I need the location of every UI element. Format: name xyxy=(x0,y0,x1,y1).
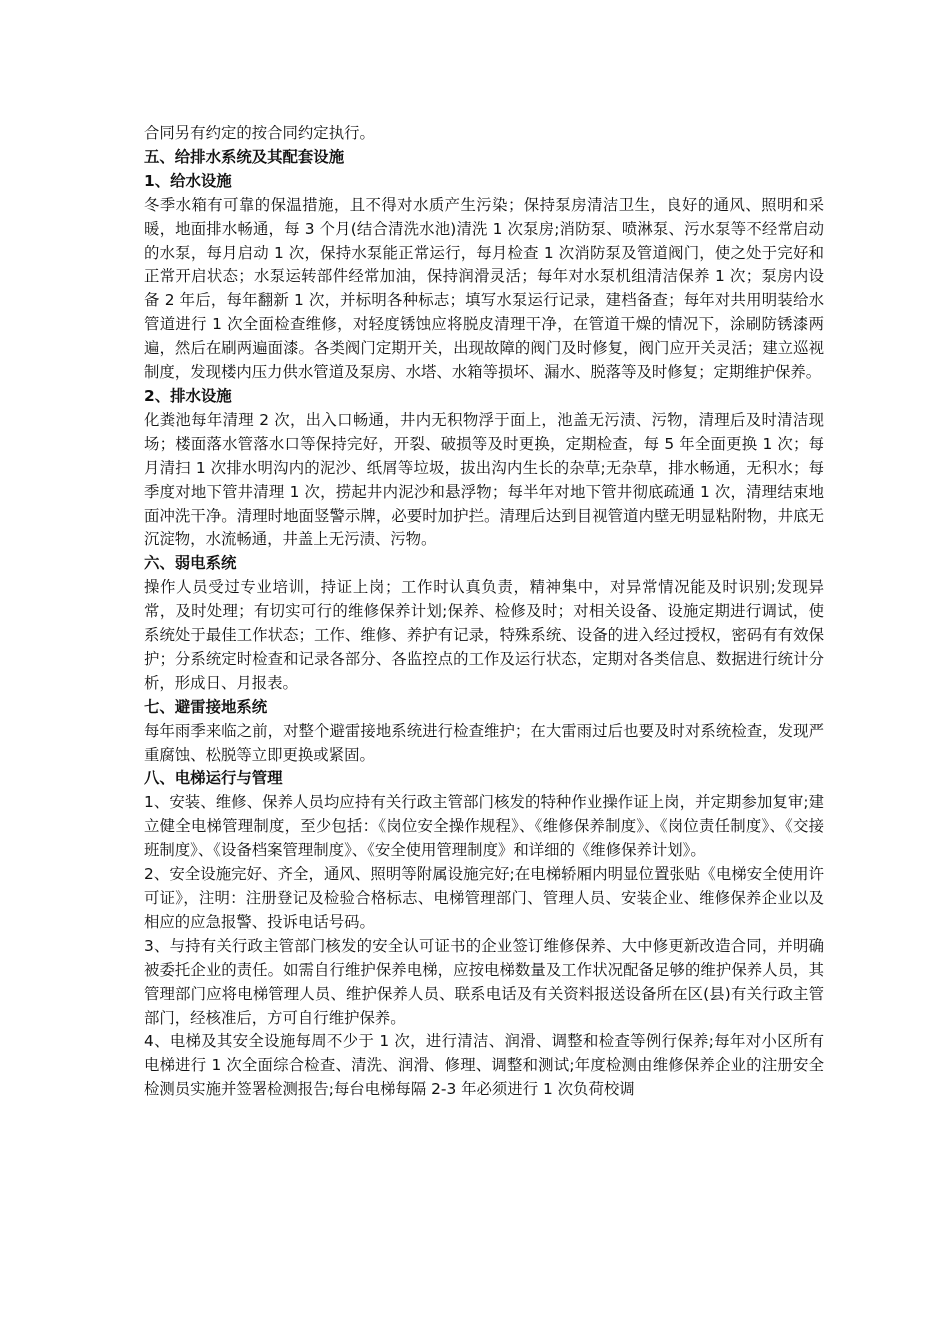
paragraph-drainage: 化粪池每年清理 2 次，出入口畅通，井内无积物浮于面上，池盖无污渍、污物，清理后及时清洁现场；楼面落水管落水口等保持完好，开裂、破损等及时更换，定期检查，每 5 年全面更换 1 次；每月清扫 1 次排水明沟内的泥沙、纸屑等垃圾，拔出沟内生长的杂草;无杂草，排水畅通，无积水；每季度对地下管井清理 1 次，捞起井内泥沙和悬浮物；每半年对地下管井彻底疏通 1 次，清理结束地面冲洗干净。清理时地面竖警示牌，必要时加护拦。清理后达到目视管道内壁无明显粘附物，井底无沉淀物，水流畅通，井盖上无污渍、污物。 xyxy=(144,410,824,549)
section-heading-7: 七、避雷接地系统 xyxy=(144,697,268,716)
paragraph-weak-current: 操作人员受过专业培训，持证上岗；工作时认真负责，精神集中，对异常情况能及时识别;发现异常，及时处理；有切实可行的维修保养计划;保养、检修及时；对相关设备、设施定期进行调试，使系统处于最佳工作状态；工作、维修、养护有记录，特殊系统、设备的进入经过授权，密码有有效保护；分系统定时检查和记录各部分、各监控点的工作及运行状态，定期对各类信息、数据进行统计分析，形成日、月报表。 xyxy=(144,578,824,692)
paragraph-elevator-2: 2、安全设施完好、齐全，通风、照明等附属设施完好;在电梯轿厢内明显位置张贴《电梯安全使用许可证》，注明：注册登记及检验合格标志、电梯管理部门、管理人员、安装企业、维修保养企业以及相应的应急报警、投诉电话号码。 xyxy=(144,865,824,931)
section-heading-5: 五、给排水系统及其配套设施 xyxy=(144,147,345,166)
paragraph-text: 合同另有约定的按合同约定执行。 xyxy=(144,124,375,142)
paragraph-elevator-1: 1、安装、维修、保养人员均应持有关行政主管部门核发的特种作业操作证上岗，并定期参加复审;建立健全电梯管理制度，至少包括：《岗位安全操作规程》、《维修保养制度》、《岗位责任制度》、《交接班制度》、《设备档案管理制度》、《安全使用管理制度》和详细的《维修保养计划》。 xyxy=(144,793,824,860)
subsection-heading-water-supply: 1、给水设施 xyxy=(144,171,232,190)
section-heading-8: 八、电梯运行与管理 xyxy=(144,769,283,788)
paragraph-elevator-4: 4、电梯及其安全设施每周不少于 1 次，进行清洁、润滑、调整和检查等例行保养;每年对小区所有电梯进行 1 次全面综合检查、清洗、润滑、修理、调整和测试;年度检测由维修保养企业的注册安全检测员实施并签署检测报告;每台电梯每隔 2-3 年必须进行 1 次负荷校调 xyxy=(144,1032,824,1099)
section-heading-6: 六、弱电系统 xyxy=(144,554,237,573)
document-body xyxy=(144,122,824,1102)
paragraph-elevator-3: 3、与持有关行政主管部门核发的安全认可证书的企业签订维修保养、大中修更新改造合同，并明确被委托企业的责任。如需自行维护保养电梯，应按电梯数量及工作状况配备足够的维护保养人员，其管理部门应将电梯管理人员、维护保养人员、联系电话及有关资料报送设备所在区(县)有关行政主管部门，经核准后，方可自行维护保养。 xyxy=(144,936,824,1027)
paragraph-water-supply: 冬季水箱有可靠的保温措施，且不得对水质产生污染；保持泵房清洁卫生，良好的通风、照明和采暖，地面排水畅通，每 3 个月(结合清洗水池)清洗 1 次泵房;消防泵、喷淋泵、污水泵等不经常启动的水泵，每月启动 1 次，保持水泵能正常运行，每月检查 1 次消防泵及管道阀门，使之处于完好和正常开启状态；水泵运转部件经常加油，保持润滑灵活；每年对水泵机组清洁保养 1 次；泵房内设备 2 年后，每年翻新 1 次，并标明各种标志；填写水泵运行记录，建档备查；每年对共用明装给水管道进行 1 次全面检查维修，对轻度锈蚀应将脱皮清理干净，在管道干燥的情况下，涂刷防锈漆两遍，然后在刷两遍面漆。各类阀门定期开关，出现故障的阀门及时修复，阀门应开关灵活；建立巡视制度，发现楼内压力供水管道及泵房、水塔、水箱等损坏、漏水、脱落等及时修复；定期维护保养。 xyxy=(144,195,824,382)
paragraph-lightning: 每年雨季来临之前，对整个避雷接地系统进行检查维护；在大雷雨过后也要及时对系统检查，发现严重腐蚀、松脱等立即更换或紧固。 xyxy=(144,721,824,764)
subsection-heading-drainage: 2、排水设施 xyxy=(144,386,232,405)
